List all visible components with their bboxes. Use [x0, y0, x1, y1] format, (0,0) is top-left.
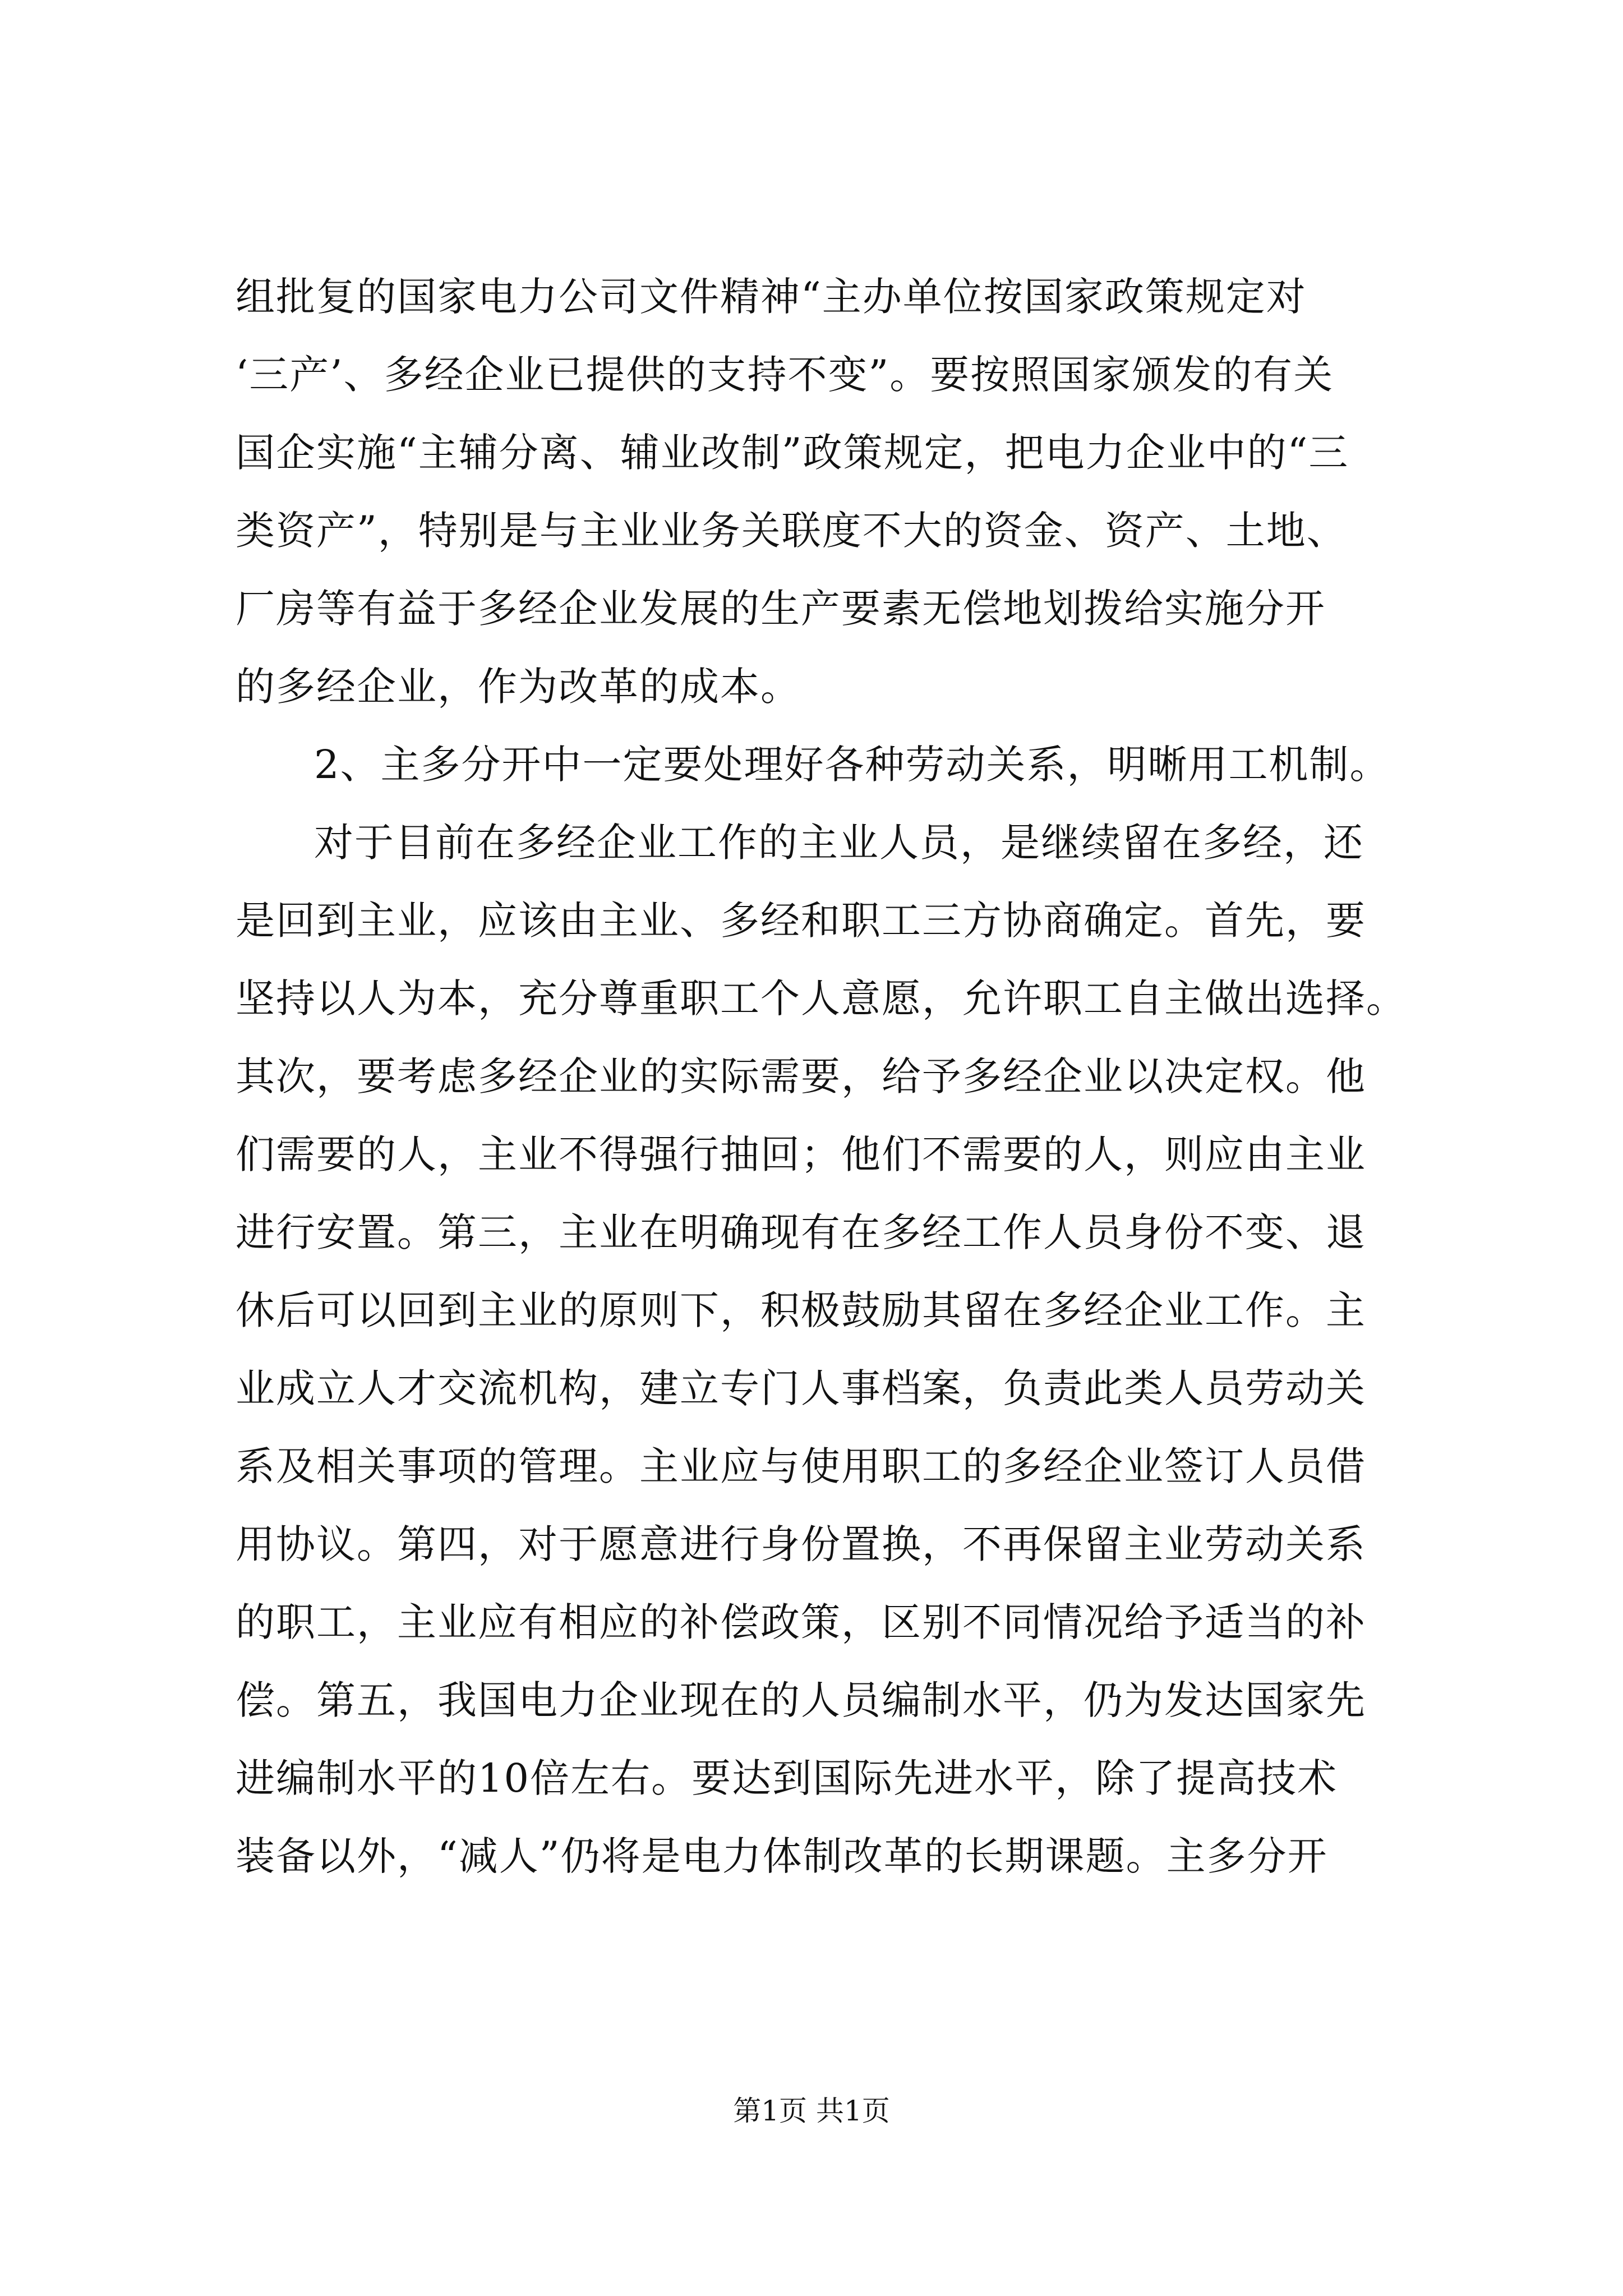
text-line: 国企实施“主辅分离、辅业改制”政策规定，把电力企业中的“三: [236, 430, 1349, 476]
text-line: 用协议。第四，对于愿意进行身份置换，不再保留主业劳动关系: [236, 1521, 1366, 1567]
text-line: 们需要的人，主业不得强行抽回；他们不需要的人，则应由主业: [236, 1131, 1366, 1177]
text-line: 进行安置。第三，主业在明确现有在多经工作人员身份不变、退: [236, 1209, 1366, 1255]
page-number: 第1页 共1页: [733, 2095, 890, 2127]
text-line: 的职工，主业应有相应的补偿政策，区别不同情况给予适当的补: [236, 1599, 1366, 1645]
text-line: 装备以外，“减人”仍将是电力体制改革的长期课题。主多分开: [236, 1833, 1328, 1879]
page-footer: [0, 2091, 1623, 2131]
text-line: 的多经企业，作为改革的成本。: [236, 664, 801, 710]
text-line: 其次，要考虑多经企业的实际需要，给予多经企业以决定权。他: [236, 1053, 1366, 1099]
text-line: 是回到主业，应该由主业、多经和职工三方协商确定。首先，要: [236, 898, 1366, 944]
text-line: 坚持以人为本，充分尊重职工个人意愿，允许职工自主做出选择。: [236, 976, 1407, 1022]
document-body: [236, 258, 1419, 1895]
text-line: 组批复的国家电力公司文件精神“主办单位按国家政策规定对: [236, 274, 1307, 320]
text-line: 厂房等有益于多经企业发展的生产要素无偿地划拨给实施分开: [236, 586, 1326, 632]
text-line: 系及相关事项的管理。主业应与使用职工的多经企业签订人员借: [236, 1443, 1366, 1489]
text-line: 类资产”，特别是与主业业务关联度不大的资金、资产、土地、: [236, 508, 1347, 554]
text-line: 对于目前在多经企业工作的主业人员，是继续留在多经，还: [314, 820, 1364, 866]
section-heading: 2、主多分开中一定要处理好各种劳动关系，明晰用工机制。: [314, 742, 1390, 788]
text-line: 休后可以回到主业的原则下，积极鼓励其留在多经企业工作。主: [236, 1287, 1366, 1333]
text-line: 业成立人才交流机构，建立专门人事档案，负责此类人员劳动关: [236, 1365, 1366, 1411]
text-line: 偿。第五，我国电力企业现在的人员编制水平，仍为发达国家先: [236, 1677, 1366, 1723]
text-line: 进编制水平的10倍左右。要达到国际先进水平，除了提高技术: [236, 1755, 1338, 1801]
text-line: ‘三产’、多经企业已提供的支持不变”。要按照国家颁发的有关: [236, 352, 1334, 398]
